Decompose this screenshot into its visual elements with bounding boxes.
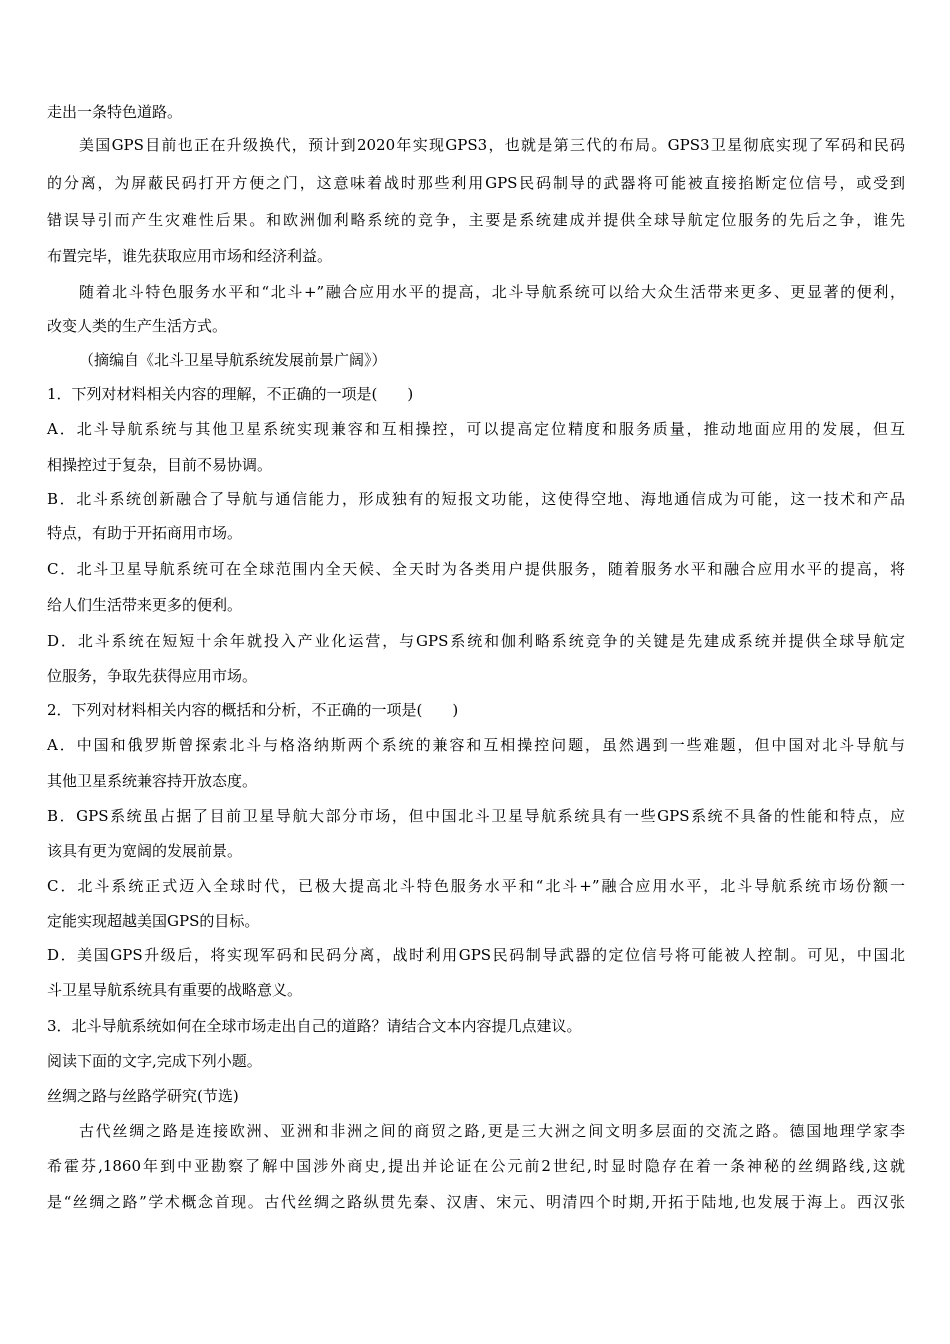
text-line: 美国GPS目前也正在升级换代，预计到2020年实现GPS3，也就是第三代的布局。GPS3卫星彻底实现了军码和民码 — [79, 136, 905, 154]
text-line: D．美国GPS升级后，将实现军码和民码分离，战时利用GPS民码制导武器的定位信号将可能被人控制。可见，中国北 — [47, 946, 905, 964]
text-line: 错误导引而产生灾难性后果。和欧洲伽利略系统的竞争，主要是系统建成并提供全球导航定位服务的先后之争，谁先 — [47, 211, 905, 229]
text-line: D．北斗系统在短短十余年就投入产业化运营，与GPS系统和伽利略系统竞争的关键是先建成系统并提供全球导航定 — [47, 632, 905, 650]
text-line: 阅读下面的文字,完成下列小题。 — [47, 1052, 262, 1070]
text-line: B．GPS系统虽占据了目前卫星导航大部分市场，但中国北斗卫星导航系统具有一些GPS系统不具备的性能和特点，应 — [47, 807, 905, 825]
text-line: 其他卫星系统兼容持开放态度。 — [47, 772, 258, 790]
text-line: 该具有更为宽阔的发展前景。 — [47, 842, 243, 860]
text-line: 随着北斗特色服务水平和“北斗+”融合应用水平的提高，北斗导航系统可以给大众生活带来更多、更显著的便利， — [79, 283, 905, 301]
text-line: 希霍芬,1860年到中亚勘察了解中国涉外商史,提出并论证在公元前2世纪,时显时隐存在着一条神秘的丝绸路线,这就 — [47, 1157, 905, 1175]
text-line: 走出一条特色道路。 — [47, 103, 183, 121]
text-line: 位服务，争取先获得应用市场。 — [47, 667, 258, 685]
text-line: A．北斗导航系统与其他卫星系统实现兼容和互相操控，可以提高定位精度和服务质量，推动地面应用的发展，但互 — [47, 420, 905, 438]
text-line: C．北斗系统正式迈入全球时代，已极大提高北斗特色服务水平和“北斗+”融合应用水平，北斗导航系统市场份额一 — [47, 877, 905, 895]
text-line: 改变人类的生产生活方式。 — [47, 317, 228, 335]
text-line: 1．下列对材料相关内容的理解，不正确的一项是( ) — [47, 385, 414, 403]
text-line: 布置完毕，谁先获取应用市场和经济利益。 — [47, 247, 333, 265]
text-line: 2．下列对材料相关内容的概括和分析，不正确的一项是( ) — [47, 701, 459, 719]
text-line: 是“丝绸之路”学术概念首现。古代丝绸之路纵贯先秦、汉唐、宋元、明清四个时期,开拓于陆地,也发展于海上。西汉张 — [47, 1193, 905, 1211]
text-line: 定能实现超越美国GPS的目标。 — [47, 912, 260, 930]
text-line: 的分离，为屏蔽民码打开方便之门，这意味着战时那些利用GPS民码制导的武器将可能被直接掐断定位信号，或受到 — [47, 174, 905, 192]
text-line: 给人们生活带来更多的便利。 — [47, 596, 243, 614]
text-line: A．中国和俄罗斯曾探索北斗与格洛纳斯两个系统的兼容和互相操控问题，虽然遇到一些难题，但中国对北斗导航与 — [47, 736, 905, 754]
text-line: 3．北斗导航系统如何在全球市场走出自己的道路？请结合文本内容提几点建议。 — [47, 1017, 582, 1035]
text-line: 斗卫星导航系统具有重要的战略意义。 — [47, 981, 303, 999]
text-line: 古代丝绸之路是连接欧洲、亚洲和非洲之间的商贸之路,更是三大洲之间文明多层面的交流之路。德国地理学家李 — [79, 1122, 905, 1140]
text-line: C．北斗卫星导航系统可在全球范围内全天候、全天时为各类用户提供服务，随着服务水平和融合应用水平的提高，将 — [47, 560, 905, 578]
text-line: 丝绸之路与丝路学研究(节选) — [47, 1087, 239, 1105]
text-line: B．北斗系统创新融合了导航与通信能力，形成独有的短报文功能，这使得空地、海地通信成为可能，这一技术和产品 — [47, 490, 905, 508]
text-line: （摘编自《北斗卫星导航系统发展前景广阔》） — [79, 351, 387, 369]
text-line: 相操控过于复杂，目前不易协调。 — [47, 456, 273, 474]
text-line: 特点，有助于开拓商用市场。 — [47, 524, 243, 542]
